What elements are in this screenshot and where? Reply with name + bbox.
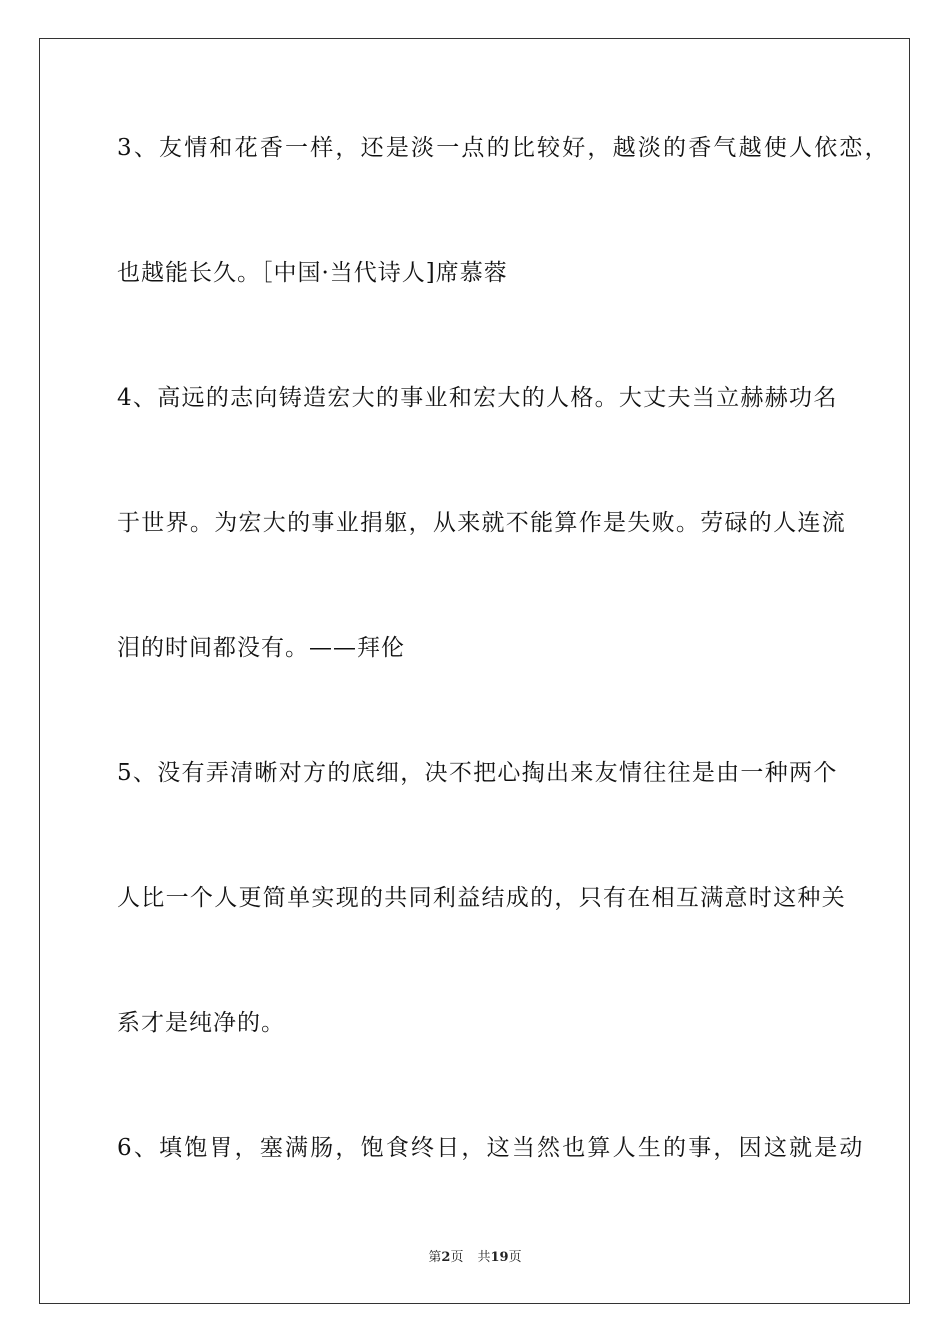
text-line: 3、友情和花香一样，还是淡一点的比较好，越淡的香气越使人依恋， — [117, 135, 890, 161]
page-border — [39, 38, 910, 1304]
text-line: 泪的时间都没有。——拜伦 — [117, 635, 405, 661]
total-prefix: 共 — [477, 1250, 491, 1265]
text-line: 人比一个人更简单实现的共同利益结成的，只有在相互满意时这种关 — [117, 885, 846, 911]
text-line: 于世界。为宏大的事业捐躯，从来就不能算作是失败。劳碌的人连流 — [117, 510, 846, 536]
page-suffix: 页 — [450, 1250, 464, 1265]
text-line: 6、填饱胃，塞满肠，饱食终日，这当然也算人生的事，因这就是动 — [117, 1135, 865, 1161]
text-line: 系才是纯净的。 — [117, 1010, 285, 1036]
page-number: 2 — [441, 1250, 451, 1265]
text-line: 5、没有弄清晰对方的底细，决不把心掏出来友情往往是由一种两个 — [117, 760, 838, 786]
text-line: 也越能长久。［中国·当代诗人]席慕蓉 — [117, 260, 508, 286]
text-line: 4、高远的志向铸造宏大的事业和宏大的人格。大丈夫当立赫赫功名 — [117, 385, 838, 411]
total-pages: 19 — [490, 1250, 509, 1265]
page-prefix: 第 — [428, 1250, 442, 1265]
page-footer — [0, 1246, 950, 1265]
total-suffix: 页 — [508, 1250, 522, 1265]
